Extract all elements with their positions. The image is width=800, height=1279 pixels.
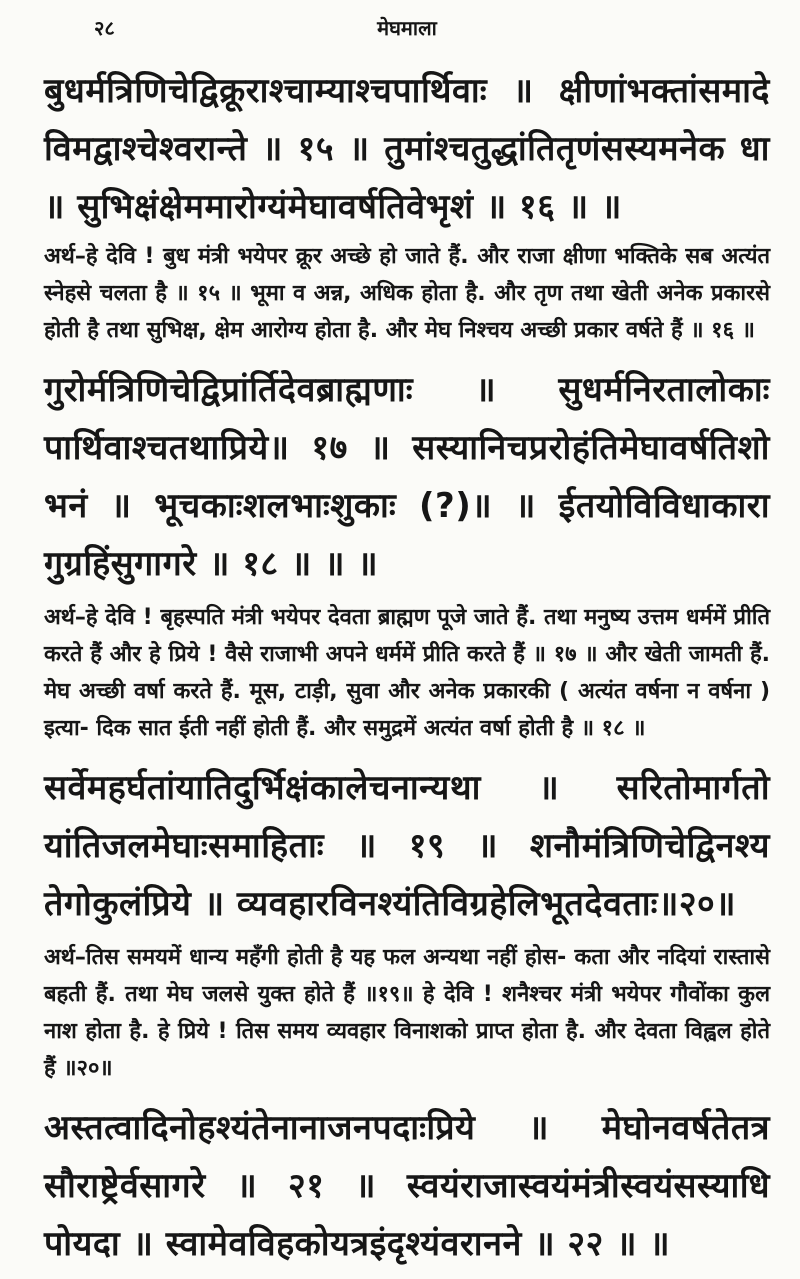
running-title: मेघमाला xyxy=(377,16,437,40)
hindi-meaning-19-20: अर्थ–तिस समयमें धान्य महँगी होती है यह फल अन्यथा नहीं होस- कता और नदियां रास्तासे बहती हैं. तथा मेघ जलसे युक्त होते हैं ॥१९॥ हे देवि ! शनैश्चर मंत्री भयेपर गौवोंका कुल नाश होता है. हे प्रिये ! तिस समय व्यवहार विनाशको प्राप्त होता है. और देवता विह्वल होते हैं ॥२०॥ xyxy=(44,945,770,1081)
hindi-meaning-17-18: अर्थ–हे देवि ! बृहस्पति मंत्री भयेपर देवता ब्राह्मण पूजे जाते हैं. तथा मनुष्य उत्तम धर्ममें प्रीति करते हैं और हे प्रिये ! वैसे राजाभी अपने धर्ममें प्रीति करते हैं ॥ १७ ॥ और खेती जामती हैं. मेघ अच्छी वर्षा करते हैं. मूस, टाड़ी, सुवा और अनेक प्रकारकी ( अत्यंत वर्षना न वर्षना ) इत्या- दिक सात ईती नहीं होती हैं. और समुद्रमें अत्यंत वर्षा होती है ॥ १८ ॥ xyxy=(44,605,770,741)
sanskrit-verse-15-16: बुधर्मत्रिणिचेद्विक्रूराश्चाम्याश्चपार्थिवाः ॥ क्षीणांभक्तांसमादे विमद्वाश्चेश्वरान्ते ॥ १५ ॥ तुमांश्चतुद्धांतितृणंसस्यमनेक धा ॥ सुभिक्षंक्षेममारोग्यंमेघावर्षतिवेभृशं ॥ १६ ॥ ॥ xyxy=(44,71,770,227)
sanskrit-verse-17-18: गुरोर्मत्रिणिचेद्विप्रांर्तिदेवब्राह्मणाः ॥ सुधर्मनिरतालोकाः पार्थिवाश्चतथाप्रिये॥ १७ ॥ सस्यानिचप्ररोहंतिमेघावर्षतिशो भनं ॥ भूचकाःशलभाःशुकाः (?)॥ ॥ ईतयोविविधाकारा गुग्रहिंसुगागरे ॥ १८ ॥ ॥ ॥ xyxy=(44,370,770,584)
hindi-meaning-15-16: अर्थ–हे देवि ! बुध मंत्री भयेपर क्रूर अच्छे हो जाते हैं. और राजा क्षीणा भक्तिके सब अत्यंत स्नेहसे चलता है ॥ १५ ॥ भूमा व अन्न, अधिक होता है. और तृण तथा खेती अनेक प्रकारसे होती है तथा सुभिक्ष, क्षेम आरोग्य होता है. और मेघ निश्चय अच्छी प्रकार वर्षते हैं ॥ १६ ॥ xyxy=(44,244,770,343)
sanskrit-verse-21-22: अस्तत्वादिनोहश्यंतेनानाजनपदाःप्रिये ॥ मेघोनवर्षतेतत्र सौराष्ट्रेर्वसागरे ॥ २१ ॥ स्वयंराजास्वयंमंत्रीस्वयंसस्याधि पोयदा ॥ स्वामेवविहकोयत्रइंदृश्यंवरानने ॥ २२ ॥ ॥ xyxy=(44,1108,770,1264)
page-content xyxy=(44,62,770,1279)
sanskrit-verse-19-20: सर्वेमहर्घतांयातिदुर्भिक्षंकालेचनान्यथा ॥ सरितोमार्गतो यांतिजलमेघाःसमाहिताः ॥ १९ ॥ शनौमंत्रिणिचेद्विनश्य तेगोकुलंप्रिये ॥ व्यवहारविनश्यंतिविग्रहेलिभूतदेवताः॥२०॥ xyxy=(44,768,770,924)
page-header xyxy=(44,8,770,48)
page-number: २८ xyxy=(94,16,115,40)
